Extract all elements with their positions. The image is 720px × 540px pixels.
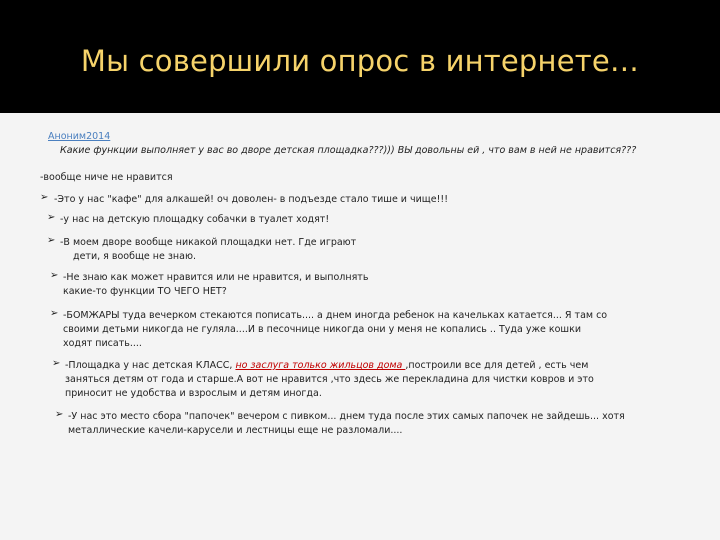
answer-6-before: -Площадка у нас детская КЛАСС, (65, 360, 236, 371)
answer-3-line-2: дети, я вообще не знаю. (73, 251, 196, 262)
user-link[interactable]: Аноним2014 (48, 131, 111, 142)
arrow-bullet-icon: ➢ (50, 270, 59, 281)
answer-5-line-2: своими детьми никогда не гуляла....И в песочнице никогда они у меня не копались .. Туда уже кошки (63, 324, 582, 335)
answer-4-line-1: -Не знаю как может нравится или не нравится, и выполнять (63, 272, 369, 283)
arrow-bullet-icon: ➢ (40, 192, 49, 203)
answer-7-line-1: -У нас это место сбора "папочек" вечером с пивком... днем туда после этих самых папочек не зайдешь... хотя (68, 411, 625, 422)
answer-1: -Это у нас "кафе" для алкашей! оч доволен- в подъезде стало тише и чище!!! (54, 194, 449, 205)
answer-6-highlight: но заслуга только жильцов дома (235, 360, 406, 371)
answer-0: -вообще ниче не нравится (40, 172, 173, 183)
answer-6-after: ,построили все для детей , есть чем (405, 360, 589, 371)
answer-6-line-1 (65, 359, 588, 373)
arrow-bullet-icon: ➢ (55, 409, 64, 420)
answer-3-line-1: -В моем дворе вообще никакой площадки нет. Где играют (60, 237, 357, 248)
arrow-bullet-icon: ➢ (52, 358, 61, 369)
arrow-bullet-icon: ➢ (47, 212, 56, 223)
slide-title: Мы совершили опрос в интернете… (80, 44, 640, 78)
answer-6-line-3: приносит не удобства и взрослым и детям иногда. (65, 388, 322, 399)
answer-2: -у нас на детскую площадку собачки в туалет ходят! (60, 214, 330, 225)
survey-question: Какие функции выполняет у вас во дворе детская площадка???))) ВЫ довольны ей , что вам в ней не нравится??? (60, 145, 637, 156)
answer-5-line-1: -БОМЖАРЫ туда вечерком стекаются пописать.... а днем иногда ребенок на качельках катается... Я там со (63, 310, 608, 321)
answer-7-line-2: металлические качели-карусели и лестницы еще не разломали.... (68, 425, 403, 436)
answer-5-line-3: ходят писать.... (63, 338, 142, 349)
answer-4-line-2: какие-то функции ТО ЧЕГО НЕТ? (63, 286, 227, 297)
arrow-bullet-icon: ➢ (50, 308, 59, 319)
arrow-bullet-icon: ➢ (47, 235, 56, 246)
answer-6-line-2: заняться детям от года и старше.А вот не нравится ,что здесь же перекладина для чистки ковров и это (65, 374, 594, 385)
